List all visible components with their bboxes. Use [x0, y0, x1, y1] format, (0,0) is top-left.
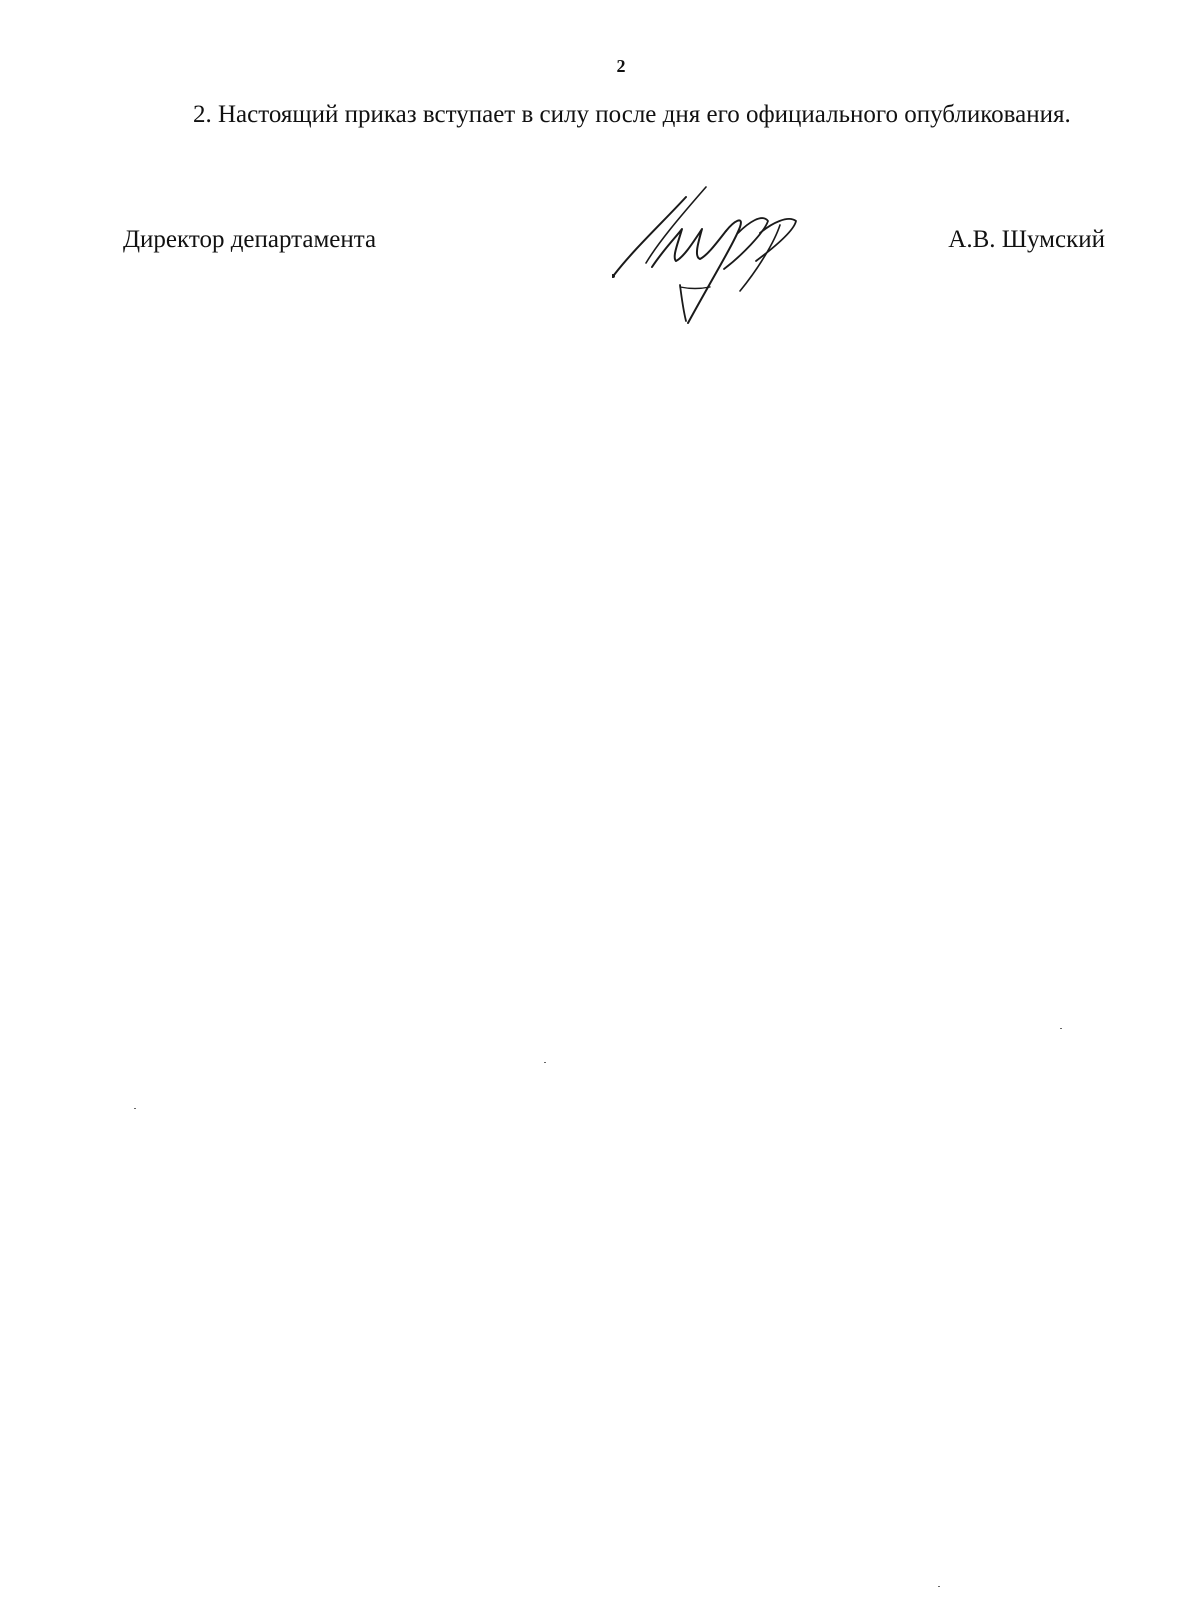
signatory-position: Директор департамента [123, 226, 377, 253]
scan-speck [134, 1108, 136, 1109]
handwritten-signature-icon [612, 185, 822, 335]
scan-speck [544, 1062, 546, 1063]
page-number: 2 [616, 56, 626, 76]
order-paragraph: 2. Настоящий приказ вступает в силу после дня его официального опубликования. [193, 101, 1071, 128]
scan-speck [1060, 1028, 1062, 1029]
scan-speck [938, 1586, 940, 1587]
signatory-name: А.В. Шумский [948, 226, 1105, 253]
